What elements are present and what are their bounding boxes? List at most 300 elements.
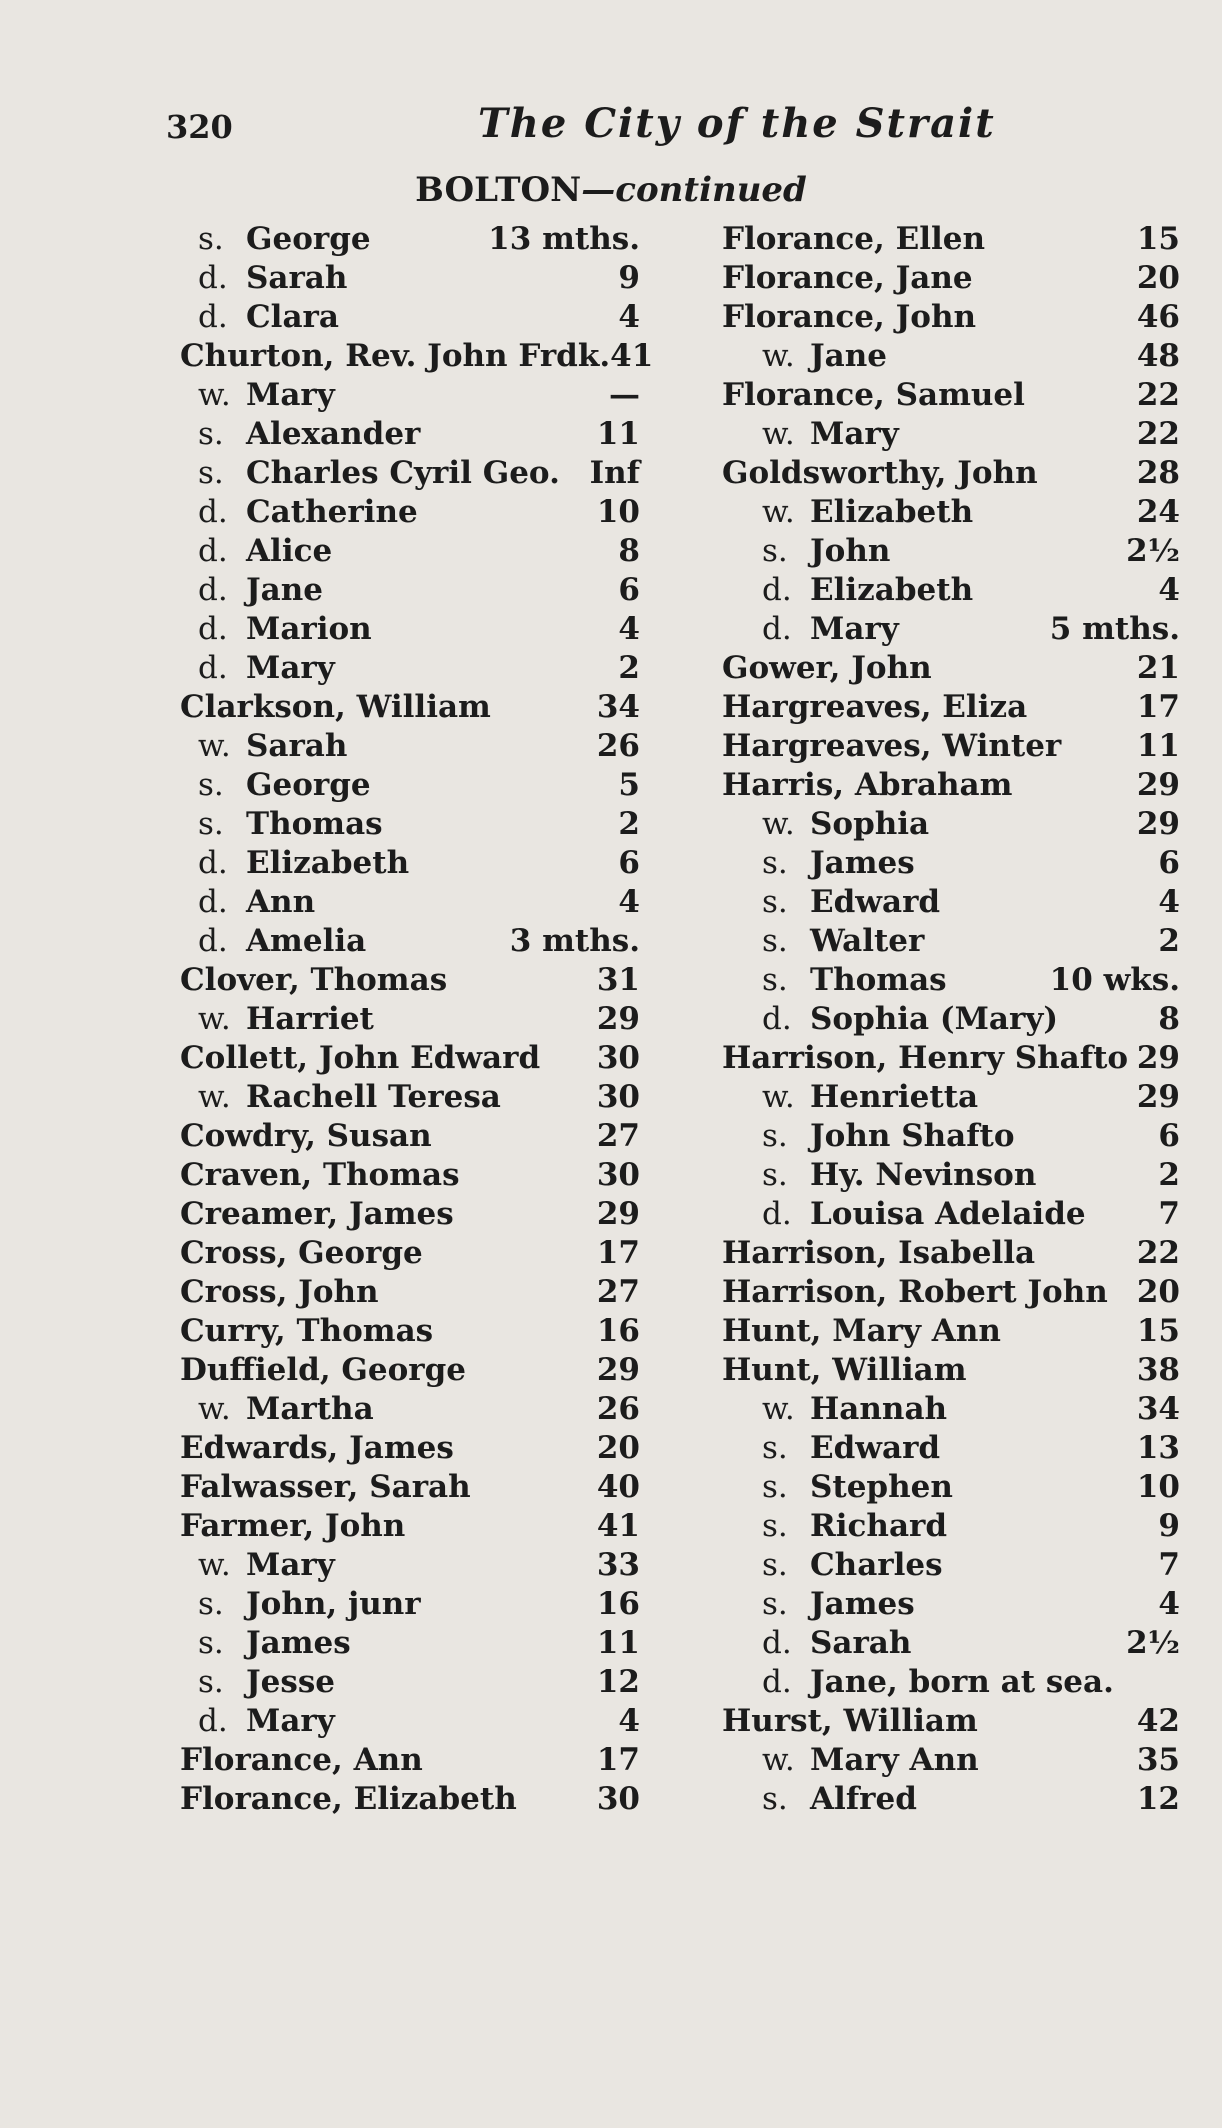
relation-label: d. (762, 1196, 792, 1232)
relation-label: s. (198, 806, 224, 842)
entry-row (180, 727, 640, 766)
person-name: Walter (810, 923, 925, 959)
person-age: 30 (596, 1079, 640, 1115)
person-age: 15 (1136, 1313, 1180, 1349)
entry-row (722, 337, 1180, 376)
page-header (0, 100, 1222, 160)
person-name: Sarah (810, 1625, 912, 1661)
entry-row (180, 1039, 640, 1078)
person-name: Hannah (810, 1391, 948, 1427)
person-age: 29 (1136, 1040, 1180, 1076)
entry-row (722, 688, 1180, 727)
relation-label: d. (762, 1001, 792, 1037)
entry-row (722, 1078, 1180, 1117)
relation-label: s. (198, 455, 224, 491)
entry-row (722, 844, 1180, 883)
person-age: 34 (596, 689, 640, 725)
entry-row (180, 961, 640, 1000)
person-age: 4 (618, 884, 640, 920)
person-age: 2 (618, 806, 640, 842)
person-name: Sophia (810, 806, 930, 842)
person-name: Hargreaves, Winter (722, 728, 1062, 764)
person-age: 22 (1136, 377, 1180, 413)
person-age: 10 (596, 494, 640, 530)
person-age: 29 (596, 1352, 640, 1388)
person-name: Elizabeth (246, 845, 410, 881)
entry-row (722, 1624, 1180, 1663)
person-name: Edward (810, 1430, 941, 1466)
entry-row (180, 571, 640, 610)
person-name: Elizabeth (810, 494, 974, 530)
person-age: 24 (1136, 494, 1180, 530)
person-name: Jane, born at sea. (810, 1664, 1114, 1700)
person-name: Edwards, James (180, 1430, 454, 1466)
relation-label: s. (762, 1781, 788, 1817)
entry-row (180, 883, 640, 922)
relation-label: s. (198, 767, 224, 803)
entry-row (180, 337, 654, 376)
person-name: Sarah (246, 260, 348, 296)
person-age: 31 (596, 962, 640, 998)
person-name: Goldsworthy, John (722, 455, 1038, 491)
person-name: Alfred (810, 1781, 917, 1817)
entry-row (180, 1078, 640, 1117)
person-age: 29 (596, 1001, 640, 1037)
entry-row (722, 259, 1180, 298)
person-age: 2 (618, 650, 640, 686)
entry-row (180, 1390, 640, 1429)
entry-row (722, 1039, 1180, 1078)
person-name: Mary (810, 416, 899, 452)
person-name: Falwasser, Sarah (180, 1469, 471, 1505)
person-name: Clarkson, William (180, 689, 491, 725)
entry-row (722, 1195, 1180, 1234)
relation-label: s. (198, 1625, 224, 1661)
person-age: 17 (596, 1742, 640, 1778)
entry-row (722, 220, 1180, 259)
entry-row (180, 454, 640, 493)
person-age: 34 (1136, 1391, 1180, 1427)
entry-row (722, 571, 1180, 610)
entry-row (180, 1624, 640, 1663)
relation-label: w. (198, 728, 231, 764)
relation-label: d. (198, 923, 228, 959)
person-age: 3 mths. (509, 923, 640, 959)
person-age: — (609, 377, 640, 413)
entry-row (722, 1702, 1180, 1741)
left-column (180, 220, 654, 1819)
person-name: Alexander (246, 416, 421, 452)
person-age: 5 (618, 767, 640, 803)
entry-row (722, 1468, 1180, 1507)
relation-label: d. (198, 1703, 228, 1739)
relation-label: w. (762, 1391, 795, 1427)
person-age: 5 mths. (1049, 611, 1180, 647)
entry-row (722, 1273, 1180, 1312)
person-name: Jesse (246, 1664, 336, 1700)
person-name: Edward (810, 884, 941, 920)
relation-label: d. (198, 299, 228, 335)
entry-row (722, 1351, 1180, 1390)
entry-row (180, 1429, 640, 1468)
person-name: Hurst, William (722, 1703, 978, 1739)
person-name: Florance, Samuel (722, 377, 1025, 413)
entry-row (180, 1507, 640, 1546)
person-name: Cross, George (180, 1235, 423, 1271)
entry-row (180, 415, 640, 454)
entry-row (722, 1429, 1180, 1468)
person-name: Sarah (246, 728, 348, 764)
section-heading (0, 170, 1222, 210)
entry-row (722, 805, 1180, 844)
person-age: 16 (596, 1586, 640, 1622)
person-name: Harrison, Henry Shafto (722, 1040, 1129, 1076)
person-name: John, junr (246, 1586, 421, 1622)
person-name: Amelia (246, 923, 367, 959)
person-name: James (810, 845, 915, 881)
person-age: 46 (1136, 299, 1180, 335)
person-name: Thomas (810, 962, 947, 998)
person-name: Hunt, William (722, 1352, 967, 1388)
relation-label: d. (198, 884, 228, 920)
person-age: 41 (596, 1508, 640, 1544)
person-age: 29 (1136, 806, 1180, 842)
person-name: Henrietta (810, 1079, 979, 1115)
entry-row (180, 922, 640, 961)
person-name: Catherine (246, 494, 418, 530)
person-name: Florance, Ann (180, 1742, 423, 1778)
relation-label: w. (762, 1742, 795, 1778)
entry-row (180, 1273, 640, 1312)
entry-row (180, 1780, 640, 1819)
entry-row (722, 922, 1180, 961)
person-age: 20 (1136, 260, 1180, 296)
person-name: Curry, Thomas (180, 1313, 434, 1349)
person-age: 6 (1158, 845, 1180, 881)
entry-row (180, 610, 640, 649)
relation-label: w. (762, 494, 795, 530)
person-name: Hunt, Mary Ann (722, 1313, 1001, 1349)
entry-row (180, 1156, 640, 1195)
entry-row (722, 1390, 1180, 1429)
entry-row (722, 961, 1180, 1000)
entry-row (180, 220, 640, 259)
person-age: 6 (618, 572, 640, 608)
person-age: 11 (1136, 728, 1180, 764)
relation-label: s. (198, 221, 224, 257)
relation-label: w. (198, 1001, 231, 1037)
person-age: 26 (596, 1391, 640, 1427)
entry-row (722, 1156, 1180, 1195)
person-name: Louisa Adelaide (810, 1196, 1086, 1232)
entry-row (180, 532, 640, 571)
person-name: Marion (246, 611, 372, 647)
running-title: The City of the Strait (478, 100, 996, 147)
relation-label: d. (762, 572, 792, 608)
person-age: 30 (596, 1157, 640, 1193)
person-age: 4 (618, 299, 640, 335)
person-age: 17 (1136, 689, 1180, 725)
person-age: 9 (618, 260, 640, 296)
person-age: 13 mths. (488, 221, 640, 257)
entry-row (180, 376, 640, 415)
entry-row (722, 454, 1180, 493)
person-name: Alice (246, 533, 333, 569)
entry-row (180, 1312, 640, 1351)
entry-row (180, 1663, 640, 1702)
person-age: 40 (596, 1469, 640, 1505)
entry-row (722, 493, 1180, 532)
entry-row (180, 1195, 640, 1234)
entry-row (722, 1312, 1180, 1351)
person-name: George (246, 767, 371, 803)
entry-row (180, 1546, 640, 1585)
person-name: Thomas (246, 806, 383, 842)
entry-row (722, 1117, 1180, 1156)
person-age: 11 (596, 416, 640, 452)
person-age: 8 (1158, 1001, 1180, 1037)
person-age: 16 (596, 1313, 640, 1349)
person-name: Elizabeth (810, 572, 974, 608)
entry-row (180, 766, 640, 805)
entry-row (180, 1468, 640, 1507)
relation-label: d. (762, 1625, 792, 1661)
person-name: John Shafto (810, 1118, 1015, 1154)
relation-label: s. (198, 1664, 224, 1700)
person-name: Churton, Rev. John Frdk. (180, 338, 611, 374)
person-age: 2½ (1126, 533, 1180, 569)
person-name: Florance, Jane (722, 260, 973, 296)
entry-row (722, 610, 1180, 649)
person-name: George (246, 221, 371, 257)
person-name: Creamer, James (180, 1196, 454, 1232)
person-name: Clover, Thomas (180, 962, 448, 998)
person-age: 29 (1136, 1079, 1180, 1115)
entry-row (180, 844, 640, 883)
person-name: Charles Cyril Geo. (246, 455, 560, 491)
person-name: Collett, John Edward (180, 1040, 541, 1076)
entry-row (722, 298, 1180, 337)
person-age: 48 (1136, 338, 1180, 374)
entry-row (180, 1117, 640, 1156)
person-name: Harris, Abraham (722, 767, 1013, 803)
entry-row (180, 688, 640, 727)
person-name: Hargreaves, Eliza (722, 689, 1028, 725)
person-name: Duffield, George (180, 1352, 467, 1388)
entry-row (180, 298, 640, 337)
person-age: 4 (1158, 1586, 1180, 1622)
person-age: 17 (596, 1235, 640, 1271)
entry-row (722, 649, 1180, 688)
relation-label: d. (198, 260, 228, 296)
person-name: Craven, Thomas (180, 1157, 460, 1193)
person-age: 7 (1158, 1196, 1180, 1232)
entry-row (722, 1546, 1180, 1585)
relation-label: s. (198, 1586, 224, 1622)
entry-row (180, 649, 640, 688)
person-age: 27 (596, 1118, 640, 1154)
person-name: Florance, Elizabeth (180, 1781, 517, 1817)
relation-label: w. (198, 1547, 231, 1583)
person-name: Clara (246, 299, 339, 335)
person-age: 13 (1136, 1430, 1180, 1466)
person-age: 38 (1136, 1352, 1180, 1388)
person-name: Richard (810, 1508, 948, 1544)
person-age: 28 (1136, 455, 1180, 491)
entry-row (180, 493, 640, 532)
relation-label: w. (198, 1079, 231, 1115)
entry-row (180, 1585, 640, 1624)
person-name: John (810, 533, 891, 569)
entry-row (722, 766, 1180, 805)
relation-label: s. (762, 923, 788, 959)
person-age: 22 (1136, 1235, 1180, 1271)
person-age: 27 (596, 1274, 640, 1310)
person-name: Stephen (810, 1469, 953, 1505)
relation-label: w. (198, 377, 231, 413)
entry-row (180, 805, 640, 844)
person-age: 41 (610, 338, 654, 374)
entry-row (722, 532, 1180, 571)
person-name: Sophia (Mary) (810, 1001, 1059, 1037)
person-name: Harrison, Isabella (722, 1235, 1036, 1271)
person-name: James (810, 1586, 915, 1622)
relation-label: d. (762, 1664, 792, 1700)
entry-row (722, 415, 1180, 454)
person-age: 11 (596, 1625, 640, 1661)
relation-label: s. (762, 1430, 788, 1466)
relation-label: s. (762, 845, 788, 881)
person-name: Mary (810, 611, 899, 647)
section-title: BOLTON (415, 170, 582, 210)
relation-label: w. (762, 338, 795, 374)
entry-row (180, 259, 640, 298)
entry-row (722, 1663, 1180, 1702)
relation-label: d. (198, 572, 228, 608)
person-name: Hy. Nevinson (810, 1157, 1037, 1193)
person-age: 10 (1136, 1469, 1180, 1505)
entry-row (180, 1234, 640, 1273)
relation-label: s. (762, 533, 788, 569)
person-name: Mary Ann (810, 1742, 979, 1778)
relation-label: s. (762, 1586, 788, 1622)
relation-label: d. (198, 650, 228, 686)
entry-row (722, 1234, 1180, 1273)
person-name: Jane (810, 338, 888, 374)
person-age: 42 (1136, 1703, 1180, 1739)
person-name: Ann (246, 884, 316, 920)
entry-row (180, 1741, 640, 1780)
relation-label: s. (198, 416, 224, 452)
entry-row (722, 1585, 1180, 1624)
person-age: 10 wks. (1049, 962, 1180, 998)
person-age: 21 (1136, 650, 1180, 686)
person-name: Farmer, John (180, 1508, 406, 1544)
relation-label: s. (762, 1157, 788, 1193)
relation-label: s. (762, 1508, 788, 1544)
relation-label: s. (762, 1118, 788, 1154)
relation-label: s. (762, 1469, 788, 1505)
person-age: 6 (1158, 1118, 1180, 1154)
person-name: Gower, John (722, 650, 932, 686)
person-name: Mary (246, 1547, 335, 1583)
person-name: Martha (246, 1391, 374, 1427)
relation-label: s. (762, 962, 788, 998)
person-name: Cowdry, Susan (180, 1118, 432, 1154)
relation-label: s. (762, 884, 788, 920)
person-name: Harrison, Robert John (722, 1274, 1108, 1310)
entry-row (722, 376, 1180, 415)
person-age: 12 (1136, 1781, 1180, 1817)
relation-label: d. (762, 611, 792, 647)
person-age: 30 (596, 1781, 640, 1817)
entry-row (722, 1780, 1180, 1819)
relation-label: d. (198, 611, 228, 647)
entry-row (180, 1702, 640, 1741)
person-name: Cross, John (180, 1274, 379, 1310)
relation-label: w. (198, 1391, 231, 1427)
person-age: 4 (618, 1703, 640, 1739)
person-age: 35 (1136, 1742, 1180, 1778)
person-age: 4 (1158, 884, 1180, 920)
person-name: Mary (246, 377, 335, 413)
person-age: 8 (618, 533, 640, 569)
entry-row (722, 1507, 1180, 1546)
person-name: Charles (810, 1547, 943, 1583)
person-age: 15 (1136, 221, 1180, 257)
person-age: 4 (618, 611, 640, 647)
person-name: Mary (246, 650, 335, 686)
person-age: 29 (596, 1196, 640, 1232)
person-age: 2 (1158, 1157, 1180, 1193)
relation-label: w. (762, 806, 795, 842)
person-age: 33 (596, 1547, 640, 1583)
entry-row (722, 1000, 1180, 1039)
person-name: Jane (246, 572, 324, 608)
relation-label: d. (198, 533, 228, 569)
entry-row (722, 727, 1180, 766)
person-age: 2½ (1126, 1625, 1180, 1661)
person-age: 4 (1158, 572, 1180, 608)
person-age: 29 (1136, 767, 1180, 803)
person-age: 30 (596, 1040, 640, 1076)
person-age: 22 (1136, 416, 1180, 452)
page-number: 320 (166, 108, 233, 146)
person-age: 20 (1136, 1274, 1180, 1310)
person-age: 9 (1158, 1508, 1180, 1544)
person-name: Harriet (246, 1001, 374, 1037)
relation-label: d. (198, 494, 228, 530)
person-name: James (246, 1625, 351, 1661)
person-age: 12 (596, 1664, 640, 1700)
entry-row (180, 1000, 640, 1039)
person-age: 7 (1158, 1547, 1180, 1583)
person-age: 2 (1158, 923, 1180, 959)
person-age: 26 (596, 728, 640, 764)
right-column (722, 220, 1180, 1819)
entry-row (180, 1351, 640, 1390)
person-name: Rachell Teresa (246, 1079, 501, 1115)
relation-label: s. (762, 1547, 788, 1583)
entry-row (722, 1741, 1180, 1780)
person-age: 20 (596, 1430, 640, 1466)
section-suffix: —continued (581, 170, 807, 210)
relation-label: d. (198, 845, 228, 881)
person-name: Mary (246, 1703, 335, 1739)
entry-row (722, 883, 1180, 922)
person-name: Florance, John (722, 299, 977, 335)
person-age: 6 (618, 845, 640, 881)
